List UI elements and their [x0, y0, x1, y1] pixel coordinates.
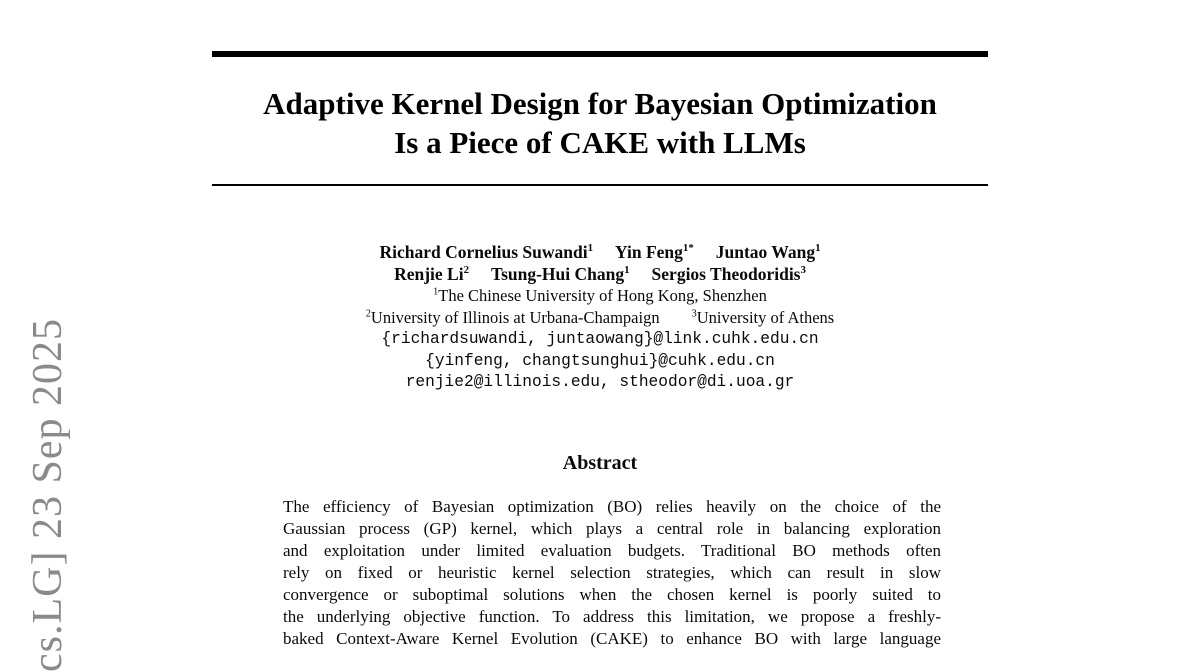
- affil-text: University of Illinois at Urbana-Champaign: [370, 308, 660, 327]
- author-affil-sup: 1: [815, 242, 821, 255]
- abstract-line: and exploitation under limited evaluation budgets. Traditional BO methods often: [283, 541, 941, 560]
- author: Sergios Theodoridis$^3$: [651, 264, 806, 284]
- author: Yin Feng$^{1*}$: [614, 242, 694, 262]
- author-affil-sup: 3: [800, 264, 806, 277]
- author: Tsung-Hui Chang$^1$: [491, 264, 630, 284]
- affiliation-line-2: [212, 307, 988, 329]
- author: Juntao Wang$^1$: [715, 242, 821, 262]
- affil-sup: 1: [433, 286, 439, 298]
- paper-title-line1: Adaptive Kernel Design for Bayesian Optimization: [263, 86, 937, 121]
- author-affil-sup: 2: [463, 264, 470, 277]
- affil-text: University of Athens: [696, 308, 835, 327]
- abstract-line: the underlying objective function. To address this limitation, we propose a freshly-: [283, 607, 941, 626]
- affil-sup: 2: [365, 308, 371, 320]
- author-affil-sup: 1: [587, 242, 593, 255]
- paper-title: [212, 84, 988, 162]
- title-rule-top: [212, 51, 988, 57]
- abstract-line: baked Context-Aware Kernel Evolution (CAKE) to enhance BO with large language: [283, 629, 941, 648]
- author: Renjie Li$^2$: [394, 264, 470, 284]
- affiliation-illinois: [366, 308, 660, 327]
- abstract-line: Gaussian process (GP) kernel, which plays a central role in balancing exploration: [283, 519, 941, 538]
- author-affil-sup: 1*: [682, 242, 694, 255]
- author-affil-sup: 1: [624, 264, 630, 277]
- email-line-1: {richardsuwandi, juntaowang}@link.cuhk.edu.cn: [381, 330, 819, 348]
- affiliation-line-1: [212, 285, 988, 307]
- author: Richard Cornelius Suwandi$^1$: [379, 242, 593, 262]
- abstract-line: rely on fixed or heuristic kernel selection strategies, which can result in slow: [283, 563, 941, 582]
- email-line-2: {yinfeng, changtsunghui}@cuhk.edu.cn: [425, 352, 775, 370]
- email-line-3: renjie2@illinois.edu, stheodor@di.uoa.gr: [405, 373, 795, 391]
- abstract-heading: Abstract: [562, 452, 638, 474]
- authors-row-2: [212, 263, 988, 285]
- abstract-body: [283, 496, 941, 650]
- authors-row-1: [212, 241, 988, 263]
- arxiv-stamp: cs.LG] 23 Sep 2025: [25, 318, 71, 672]
- affiliation-athens: [692, 308, 835, 327]
- paper-title-line2: Is a Piece of CAKE with LLMs: [394, 125, 806, 160]
- affil-text: The Chinese University of Hong Kong, Shenzhen: [438, 286, 767, 305]
- abstract-line: The efficiency of Bayesian optimization (BO) relies heavily on the choice of the: [283, 497, 941, 516]
- abstract-line: convergence or suboptimal solutions when the chosen kernel is poorly suited to: [283, 585, 941, 604]
- title-rule-bottom: [212, 184, 988, 186]
- affil-sup: 3: [691, 308, 697, 320]
